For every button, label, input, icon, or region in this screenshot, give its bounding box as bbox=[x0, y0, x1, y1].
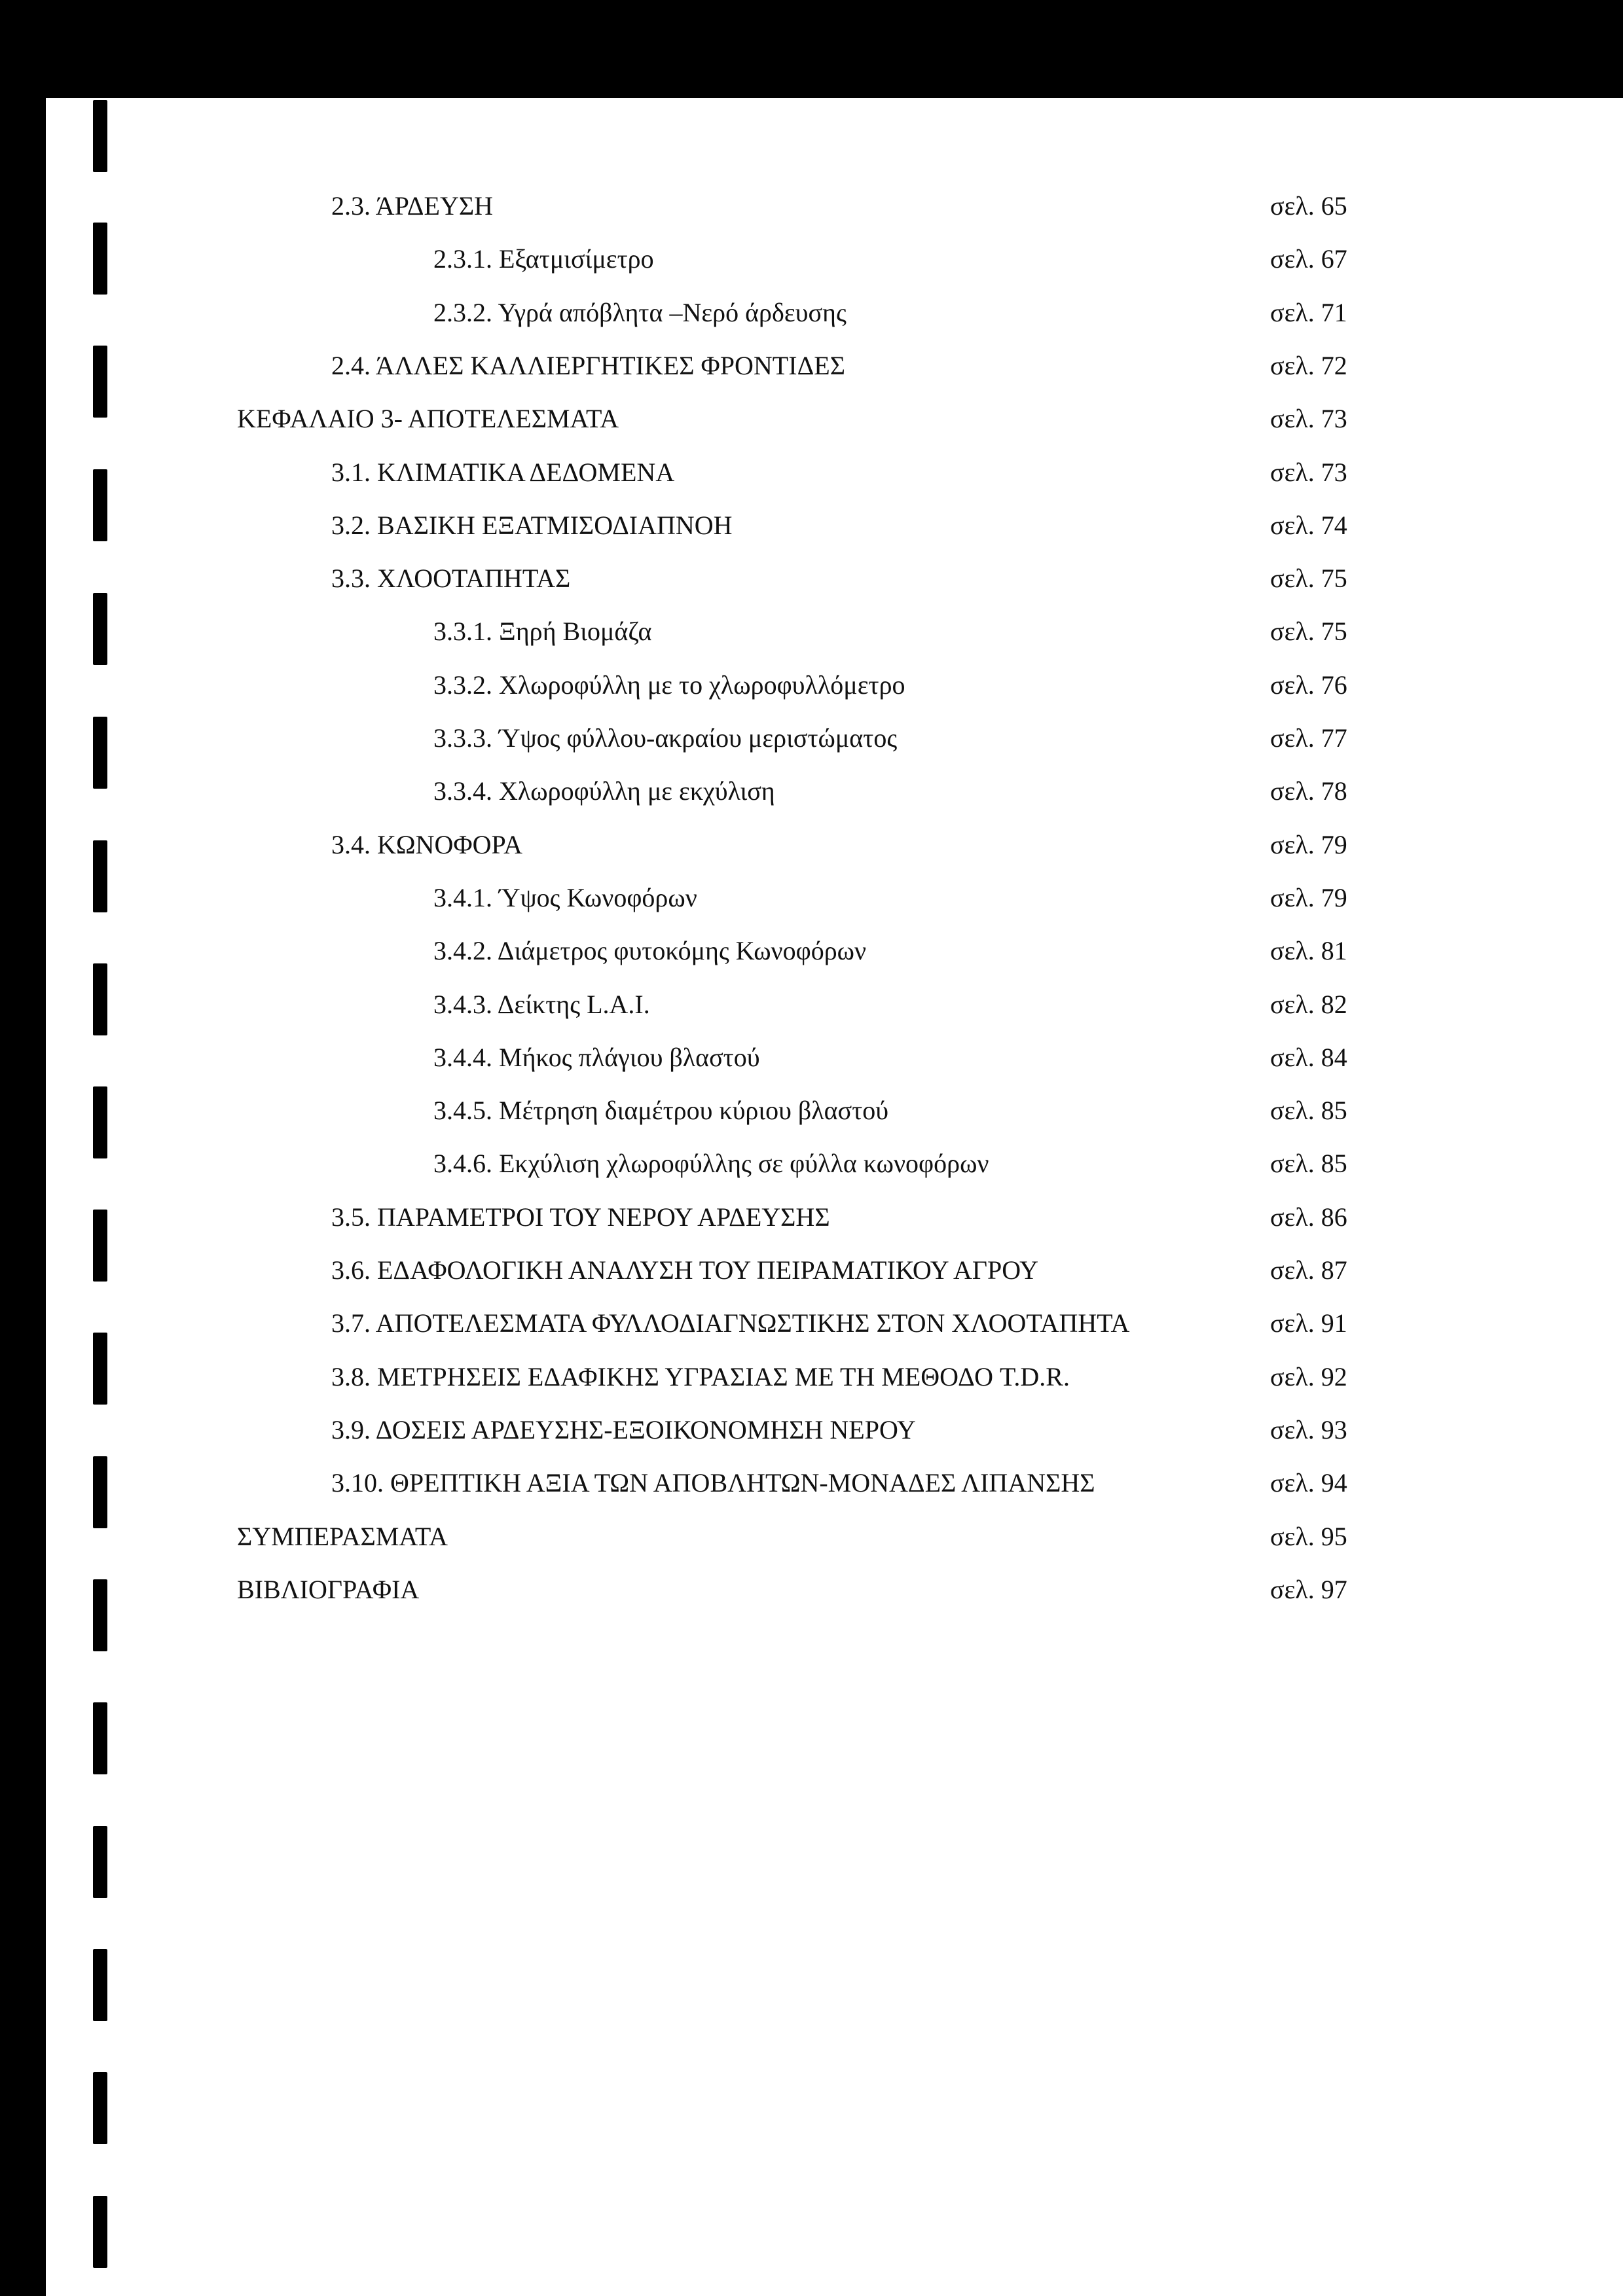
toc-entry-page: σελ. 73 bbox=[1270, 404, 1347, 434]
toc-entry-page: σελ. 87 bbox=[1270, 1255, 1347, 1285]
sprocket-hole bbox=[93, 963, 107, 1035]
toc-entry-page: σελ. 92 bbox=[1270, 1361, 1347, 1391]
toc-entry-page: σελ. 93 bbox=[1270, 1414, 1347, 1444]
table-of-contents bbox=[46, 98, 1623, 2296]
toc-entry-title: 3.4.5. Μέτρηση διαμέτρου κύριου βλαστού bbox=[433, 1096, 889, 1126]
toc-entry bbox=[46, 1088, 1623, 1134]
toc-entry-page: σελ. 97 bbox=[1270, 1574, 1347, 1604]
toc-entry-page: σελ. 77 bbox=[1270, 723, 1347, 753]
toc-entry bbox=[46, 1035, 1623, 1081]
toc-entry-page: σελ. 94 bbox=[1270, 1468, 1347, 1498]
document-page bbox=[46, 98, 1623, 2296]
toc-entry-title: 3.8. ΜΕΤΡΗΣΕΙΣ ΕΔΑΦΙΚΗΣ ΥΓΡΑΣΙΑΣ ΜΕ ΤΗ ΜΕΘΟΔΟ T.D.R. bbox=[331, 1361, 1070, 1391]
toc-entry-title: 3.6. ΕΔΑΦΟΛΟΓΙΚΗ ΑΝΑΛΥΣΗ ΤΟΥ ΠΕΙΡΑΜΑΤΙΚΟΥ ΑΓΡΟΥ bbox=[331, 1255, 1039, 1285]
toc-entry-page: σελ. 86 bbox=[1270, 1202, 1347, 1232]
sprocket-hole bbox=[93, 1210, 107, 1282]
toc-entry bbox=[46, 1354, 1623, 1400]
toc-entry-title: 3.4.6. Εκχύλιση χλωροφύλλης σε φύλλα κωνοφόρων bbox=[433, 1149, 989, 1179]
sprocket-hole bbox=[93, 1949, 107, 2021]
toc-entry bbox=[46, 503, 1623, 548]
toc-entry bbox=[46, 1194, 1623, 1240]
toc-entry-title: 3.3.2. Χλωροφύλλη με το χλωροφυλλόμετρο bbox=[433, 670, 905, 700]
toc-entry bbox=[46, 1141, 1623, 1187]
toc-entry-page: σελ. 67 bbox=[1270, 244, 1347, 274]
sprocket-hole bbox=[93, 1333, 107, 1405]
toc-entry-page: σελ. 85 bbox=[1270, 1149, 1347, 1179]
sprocket-hole bbox=[93, 1702, 107, 1774]
toc-entry-title: 3.2. ΒΑΣΙΚΗ ΕΞΑΤΜΙΣΟΔΙΑΠΝΟΗ bbox=[331, 510, 733, 540]
toc-entry-title: 3.7. ΑΠΟΤΕΛΕΣΜΑΤΑ ΦΥΛΛΟΔΙΑΓΝΩΣΤΙΚΗΣ ΣΤΟΝ ΧΛΟΟΤΑΠΗΤΑ bbox=[331, 1308, 1130, 1338]
toc-entry-title: 3.3.3. Ύψος φύλλου-ακραίου μεριστώματος bbox=[433, 723, 898, 753]
toc-entry-title: 3.3.1. Ξηρή Βιομάζα bbox=[433, 617, 652, 647]
toc-entry bbox=[46, 768, 1623, 814]
toc-entry-page: σελ. 91 bbox=[1270, 1308, 1347, 1338]
toc-entry-title: 2.3.2. Υγρά απόβλητα –Νερό άρδευσης bbox=[433, 297, 847, 327]
sprocket-hole bbox=[93, 2196, 107, 2268]
toc-entry bbox=[46, 928, 1623, 974]
toc-entry bbox=[46, 396, 1623, 442]
toc-entry-title: ΣΥΜΠΕΡΑΣΜΑΤΑ bbox=[237, 1521, 448, 1551]
toc-entry-title: 2.3.1. Εξατμισίμετρο bbox=[433, 244, 654, 274]
sprocket-hole bbox=[93, 469, 107, 541]
toc-entry bbox=[46, 1247, 1623, 1293]
toc-entry-title: 2.3. ΆΡΔΕΥΣΗ bbox=[331, 191, 494, 221]
toc-entry-page: σελ. 74 bbox=[1270, 510, 1347, 540]
toc-entry-page: σελ. 75 bbox=[1270, 564, 1347, 594]
sprocket-hole bbox=[93, 2072, 107, 2144]
toc-entry-title: ΒΙΒΛΙΟΓΡΑΦΙΑ bbox=[237, 1574, 420, 1604]
toc-entry bbox=[46, 343, 1623, 389]
toc-entry bbox=[46, 450, 1623, 495]
sprocket-hole bbox=[93, 346, 107, 418]
toc-entry-page: σελ. 84 bbox=[1270, 1042, 1347, 1072]
toc-entry-title: ΚΕΦΑΛΑΙΟ 3- ΑΠΟΤΕΛΕΣΜΑΤΑ bbox=[237, 404, 619, 434]
toc-entry bbox=[46, 290, 1623, 336]
toc-entry-page: σελ. 71 bbox=[1270, 297, 1347, 327]
sprocket-hole bbox=[93, 717, 107, 789]
toc-entry-title: 2.4. ΆΛΛΕΣ ΚΑΛΛΙΕΡΓΗΤΙΚΕΣ ΦΡΟΝΤΙΔΕΣ bbox=[331, 350, 845, 380]
toc-entry-title: 3.4.3. Δείκτης L.A.I. bbox=[433, 989, 650, 1019]
toc-entry-page: σελ. 75 bbox=[1270, 617, 1347, 647]
toc-entry bbox=[46, 1300, 1623, 1346]
toc-entry bbox=[46, 609, 1623, 655]
toc-entry bbox=[46, 1460, 1623, 1506]
toc-entry bbox=[46, 183, 1623, 229]
toc-entry-title: 3.1. ΚΛΙΜΑΤΙΚΑ ΔΕΔΟΜΕΝΑ bbox=[331, 457, 675, 487]
toc-entry-page: σελ. 65 bbox=[1270, 191, 1347, 221]
sprocket-hole bbox=[93, 1826, 107, 1898]
toc-entry-title: 3.3. ΧΛΟΟΤΑΠΗΤΑΣ bbox=[331, 564, 571, 594]
sprocket-hole bbox=[93, 1579, 107, 1651]
sprocket-hole bbox=[93, 1086, 107, 1158]
toc-entry bbox=[46, 556, 1623, 601]
toc-entry bbox=[46, 822, 1623, 868]
toc-entry-title: 3.4.1. Ύψος Κωνοφόρων bbox=[433, 882, 697, 912]
toc-entry bbox=[46, 982, 1623, 1028]
toc-entry-title: 3.3.4. Χλωροφύλλη με εκχύλιση bbox=[433, 776, 775, 806]
toc-entry-title: 3.9. ΔΟΣΕΙΣ ΑΡΔΕΥΣΗΣ-ΕΞΟΙΚΟΝΟΜΗΣΗ ΝΕΡΟΥ bbox=[331, 1414, 916, 1444]
toc-entry-page: σελ. 95 bbox=[1270, 1521, 1347, 1551]
toc-entry-page: σελ. 73 bbox=[1270, 457, 1347, 487]
toc-entry-page: σελ. 85 bbox=[1270, 1096, 1347, 1126]
toc-entry-page: σελ. 78 bbox=[1270, 776, 1347, 806]
toc-entry-page: σελ. 76 bbox=[1270, 670, 1347, 700]
toc-entry-page: σελ. 81 bbox=[1270, 936, 1347, 966]
sprocket-hole bbox=[93, 593, 107, 665]
toc-entry-title: 3.4.4. Μήκος πλάγιου βλαστού bbox=[433, 1042, 760, 1072]
toc-entry bbox=[46, 1567, 1623, 1613]
toc-entry-title: 3.4.2. Διάμετρος φυτοκόμης Κωνοφόρων bbox=[433, 936, 867, 966]
toc-entry bbox=[46, 1514, 1623, 1560]
sprocket-hole bbox=[93, 100, 107, 172]
toc-entry bbox=[46, 662, 1623, 708]
toc-entry bbox=[46, 236, 1623, 282]
toc-entry-title: 3.10. ΘΡΕΠΤΙΚΗ ΑΞΙΑ ΤΩΝ ΑΠΟΒΛΗΤΩΝ-ΜΟΝΑΔΕΣ ΛΙΠΑΝΣΗΣ bbox=[331, 1468, 1095, 1498]
toc-entry-title: 3.4. ΚΩΝΟΦΟΡΑ bbox=[331, 829, 523, 859]
toc-entry-page: σελ. 79 bbox=[1270, 829, 1347, 859]
sprocket-hole bbox=[93, 223, 107, 295]
toc-entry-title: 3.5. ΠΑΡΑΜΕΤΡΟΙ ΤΟΥ ΝΕΡΟΥ ΑΡΔΕΥΣΗΣ bbox=[331, 1202, 830, 1232]
toc-entry-page: σελ. 82 bbox=[1270, 989, 1347, 1019]
sprocket-hole bbox=[93, 840, 107, 912]
toc-entry bbox=[46, 715, 1623, 761]
toc-entry-page: σελ. 72 bbox=[1270, 350, 1347, 380]
toc-entry bbox=[46, 875, 1623, 921]
sprocket-hole bbox=[93, 1456, 107, 1528]
toc-entry bbox=[46, 1407, 1623, 1453]
toc-entry-page: σελ. 79 bbox=[1270, 882, 1347, 912]
